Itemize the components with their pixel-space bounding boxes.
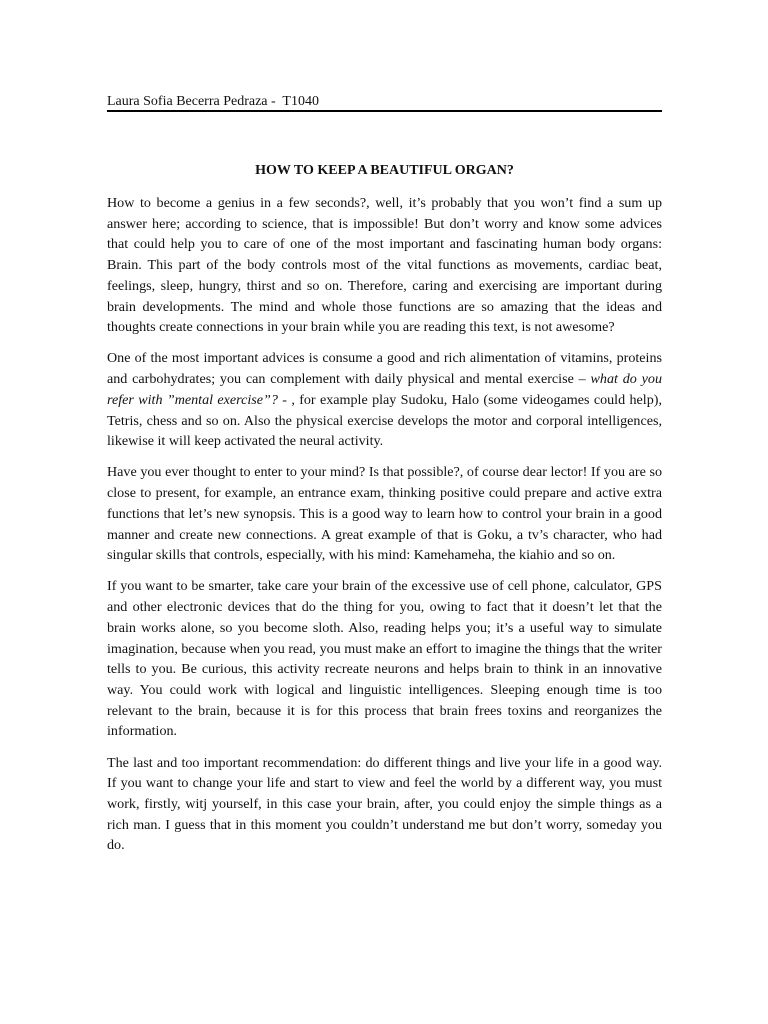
paragraph-2-text-end: , for example play Sudoku, Halo (some videogames could help), Tetris, chess and so on. Also the physical exercise develops the motor and corporal intelligences, likewise it will keep activated the neural activity. xyxy=(107,391,662,450)
paragraph-5: The last and too important recommendation: do different things and live your life in a good way. If you want to change your life and start to view and feel the world by a different way, you must work, firstly, witj yourself, in this case your brain, after, you could enjoy the simple things as a rich man. I guess that in this moment you couldn’t understand me but don’t worry, someday you do. xyxy=(107,754,662,854)
paragraph-4: If you want to be smarter, take care your brain of the excessive use of cell phone, calculator, GPS and other electronic devices that do the thing for you, owing to fact that it doesn’t let that the brain works alone, so you become sloth. Also, reading helps you; it’s a useful way to simulate imagination, because when you read, you must make an effort to imagine the things that the writer tells to you. Be curious, this activity recreate neurons and helps brain to think in an innovative way. You could work with logical and linguistic intelligences. Sleeping enough time is too relevant to the brain, because it is for this process that brain frees toxins and reorganizes the information. xyxy=(107,578,662,740)
paragraph-1: How to become a genius in a few seconds?, well, it’s probably that you won’t find a sum up answer here; according to science, that is impossible! But don’t worry and know some advices that could help you to care of one of the most important and fascinating human body organs: Brain. This part of the body controls most of the vital functions as movements, cardiac beat, feelings, sleep, hungry, thirst and so on. Therefore, caring and exercising are important during brain developments. The mind and whole those functions are so amazing that the ideas and thoughts create connections in your brain while you are reading this text, is not awesome? xyxy=(107,195,662,336)
paragraph-3: Have you ever thought to enter to your mind? Is that possible?, of course dear lector! If you are so close to present, for example, an entrance exam, thinking positive could prepare and active extra functions that let’s new synopsis. This is a good way to learn how to control your brain in a good manner and create new connections. A great example of that is Goku, a tv’s character, who had singular skills that controls, especially, with his mind: Kamehameha, the kiahio and so on. xyxy=(107,464,662,564)
header-divider xyxy=(107,110,662,112)
paragraph-2-text-start: One of the most important advices is consume a good and rich alimentation of vitamins, proteins and carbohydrates; you can complement with daily physical and mental exercise – xyxy=(107,350,662,388)
paragraph-2-italic-question: what do you refer with ”mental exercise”? - xyxy=(107,371,662,408)
document-title: HOW TO KEEP A BEAUTIFUL ORGAN? xyxy=(255,163,514,178)
paragraph-2 xyxy=(107,348,662,452)
document-body xyxy=(107,193,662,867)
author-header: Laura Sofia Becerra Pedraza - T1040 xyxy=(107,94,319,109)
